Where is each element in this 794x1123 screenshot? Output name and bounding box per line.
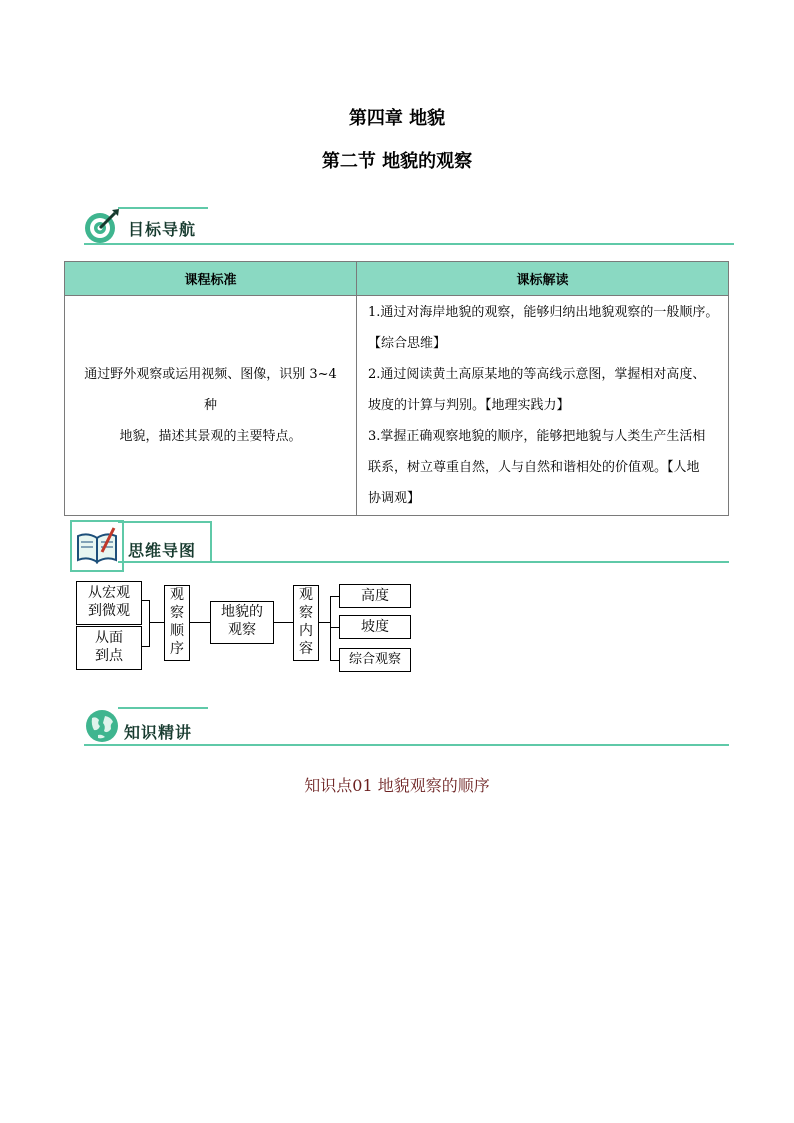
standard-line: 地貌，描述其景观的主要特点。 [119,429,302,444]
goals-top-rule [118,207,208,209]
node-macro-to-micro: 从宏观 到微观 [76,581,142,625]
node-surface-to-point: 从面 到点 [76,626,142,670]
node-slope: 坡度 [339,615,411,639]
node-observation-order: 观 察 顺 序 [164,585,190,661]
interpretation-line: 联系，树立尊重自然，人与自然和谐相处的价值观。【人地 [368,460,700,475]
mindmap-divider [118,561,729,563]
book-icon [70,520,124,572]
connector [273,622,293,623]
standard-cell [65,296,357,516]
node-comprehensive-observation: 综合观察 [339,648,411,672]
header-standard: 课程标准 [65,262,357,296]
connector [141,600,149,601]
interpretation-line: 3.掌握正确观察地貌的顺序，能够把地貌与人类生产生活相 [368,429,706,444]
header-interpretation: 课标解读 [357,262,729,296]
interpretation-line: 2.通过阅读黄土高原某地的等高线示意图，掌握相对高度、 [368,367,706,382]
target-icon [82,206,122,246]
interpretation-line: 1.通过对海岸地貌的观察，能够归纳出地貌观察的一般顺序。 [368,305,719,320]
curriculum-table [64,261,729,516]
knowledge-top-rule [118,707,208,709]
connector [330,596,331,660]
globe-icon [84,708,120,744]
chapter-title: 第四章 地貌 [348,108,446,129]
connector [330,660,339,661]
connector [149,622,164,623]
section-title: 第二节 地貌的观察 [321,151,473,172]
connector [189,622,210,623]
knowledge-point-title: 知识点01 地貌观察的顺序 [304,776,490,795]
connector [141,646,149,647]
node-landform-observation: 地貌的 观察 [210,601,274,644]
interpretation-line: 协调观】 [368,491,421,506]
interpretation-line: 【综合思维】 [368,336,447,351]
connector [330,596,339,597]
mindmap-heading: 思维导图 [128,541,197,560]
interpretation-cell [357,296,729,516]
standard-line: 通过野外观察或运用视频、图像，识别 3~4 种 [84,367,337,413]
connector [149,600,150,647]
connector [330,627,339,628]
knowledge-heading: 知识精讲 [124,723,193,742]
goals-divider [84,243,734,245]
connector [318,622,330,623]
node-height: 高度 [339,584,411,608]
goals-heading: 目标导航 [128,220,197,239]
node-observation-content: 观 察 内 容 [293,585,319,661]
knowledge-divider [84,744,729,746]
interpretation-line: 坡度的计算与判别。【地理实践力】 [368,398,570,413]
